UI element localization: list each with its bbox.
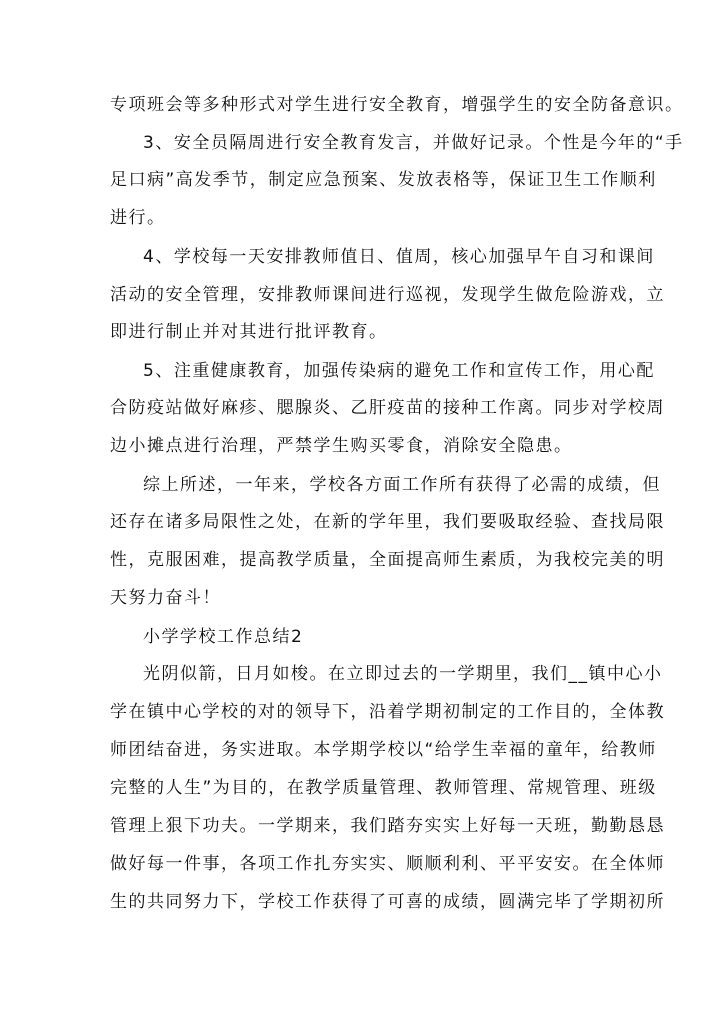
text-line: 性，克服困难，提高教学质量，全面提高师生素质，为我校完美的明 (110, 550, 665, 570)
text-line: 师团结奋进，务实进取。本学期学校以“给学生幸福的童年，给教师 (110, 740, 657, 760)
text-line: 光阴似箭，日月如梭。在立即过去的一学期里，我们__镇中心小 (143, 664, 663, 684)
text-line: 3、安全员隔周进行安全教育发言，并做好记录。个性是今年的“手 (143, 133, 684, 153)
text-line: 5、注重健康教育，加强传染病的避免工作和宣传工作，用心配 (143, 361, 655, 381)
text-line: 天努力奋斗！ (110, 588, 221, 608)
text-line: 综上所述，一年来，学校各方面工作所有获得了必需的成绩，但 (143, 475, 661, 495)
section-heading: 小学学校工作总结2 (143, 627, 304, 647)
text-line: 合防疫站做好麻疹、腮腺炎、乙肝疫苗的接种工作离。同步对学校周 (110, 398, 665, 418)
text-line: 进行。 (110, 208, 166, 228)
text-line: 即进行制止并对其进行批评教育。 (110, 322, 388, 342)
text-line: 活动的安全管理，安排教师课间进行巡视，发现学生做危险游戏，立 (110, 285, 665, 305)
text-line: 还存在诸多局限性之处，在新的学年里，我们要吸取经验、查找局限 (110, 512, 665, 532)
text-line: 做好每一件事，各项工作扎夯实实、顺顺利利、平平安安。在全体师 (110, 854, 665, 874)
text-line: 生的共同努力下，学校工作获得了可喜的成绩，圆满完毕了学期初所 (110, 892, 665, 912)
text-line: 完整的人生”为目的，在教学质量管理、教师管理、常规管理、班级 (110, 778, 657, 798)
text-line: 4、学校每一天安排教师值日、值周，核心加强早午自习和课间 (143, 247, 655, 267)
text-line: 管理上狠下功夫。一学期来，我们踏夯实实上好每一天班，勤勤恳恳 (110, 816, 665, 836)
text-line: 边小摊点进行治理，严禁学生购买零食，消除安全隐患。 (110, 436, 573, 456)
text-line: 足口病”高发季节，制定应急预案、发放表格等，保证卫生工作顺利 (110, 170, 657, 190)
text-line: 专项班会等多种形式对学生进行安全教育，增强学生的安全防备意识。 (110, 95, 684, 115)
text-line: 学在镇中心学校的对的领导下，沿着学期初制定的工作目的，全体教 (110, 702, 665, 722)
